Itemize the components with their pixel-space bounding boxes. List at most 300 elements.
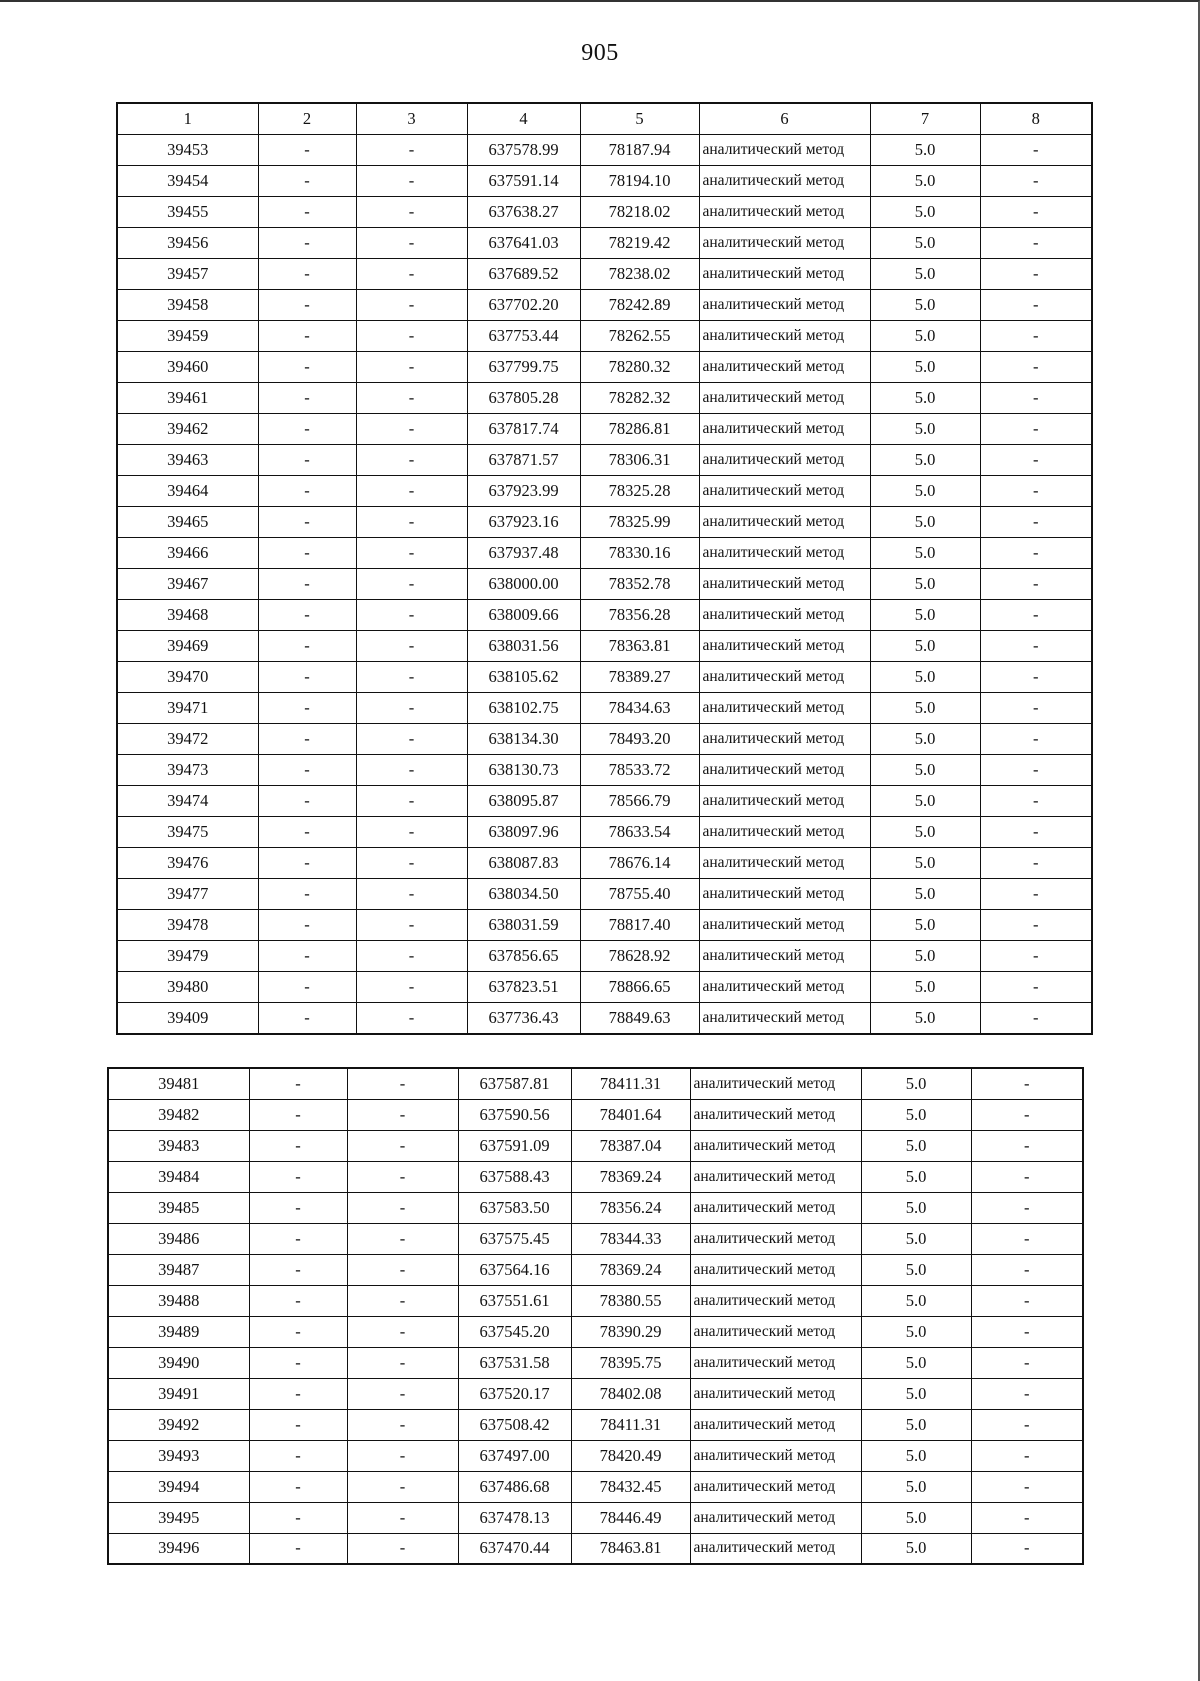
col8-cell: - [980, 848, 1092, 879]
col2-cell: - [258, 414, 356, 445]
x-coordinate-cell: 637923.16 [467, 507, 580, 538]
table-row [117, 600, 1092, 631]
col2-cell: - [249, 1316, 347, 1347]
method-cell: аналитический метод [699, 1003, 870, 1034]
y-coordinate-cell: 78306.31 [580, 445, 699, 476]
x-coordinate-cell: 637871.57 [467, 445, 580, 476]
method-cell: аналитический метод [699, 817, 870, 848]
col2-cell: - [258, 228, 356, 259]
col8-cell: - [980, 972, 1092, 1003]
table-row [108, 1192, 1083, 1223]
table-row [117, 476, 1092, 507]
col3-cell: - [356, 445, 467, 476]
x-coordinate-cell: 637805.28 [467, 383, 580, 414]
col2-cell: - [258, 166, 356, 197]
col3-cell: - [347, 1285, 458, 1316]
x-coordinate-cell: 637588.43 [458, 1161, 571, 1192]
col3-cell: - [347, 1502, 458, 1533]
accuracy-cell: 5.0 [870, 600, 980, 631]
col3-cell: - [356, 538, 467, 569]
col3-cell: - [356, 321, 467, 352]
col8-cell: - [971, 1254, 1083, 1285]
col3-cell: - [356, 631, 467, 662]
y-coordinate-cell: 78380.55 [571, 1285, 690, 1316]
x-coordinate-cell: 637508.42 [458, 1409, 571, 1440]
method-cell: аналитический метод [690, 1068, 861, 1099]
y-coordinate-cell: 78420.49 [571, 1440, 690, 1471]
method-cell: аналитический метод [690, 1347, 861, 1378]
x-coordinate-cell: 637689.52 [467, 259, 580, 290]
col3-cell: - [356, 1003, 467, 1034]
col8-cell: - [980, 569, 1092, 600]
point-id-cell: 39476 [117, 848, 258, 879]
table-row [117, 786, 1092, 817]
method-cell: аналитический метод [699, 538, 870, 569]
table-row [108, 1378, 1083, 1409]
accuracy-cell: 5.0 [870, 259, 980, 290]
x-coordinate-cell: 638097.96 [467, 817, 580, 848]
method-cell: аналитический метод [690, 1223, 861, 1254]
col8-cell: - [971, 1316, 1083, 1347]
table-header-row [117, 103, 1092, 135]
col3-cell: - [347, 1099, 458, 1130]
point-id-cell: 39474 [117, 786, 258, 817]
accuracy-cell: 5.0 [870, 476, 980, 507]
col3-cell: - [356, 848, 467, 879]
x-coordinate-cell: 637470.44 [458, 1533, 571, 1564]
accuracy-cell: 5.0 [870, 538, 980, 569]
accuracy-cell: 5.0 [870, 972, 980, 1003]
col2-cell: - [249, 1068, 347, 1099]
y-coordinate-cell: 78533.72 [580, 755, 699, 786]
y-coordinate-cell: 78286.81 [580, 414, 699, 445]
point-id-cell: 39464 [117, 476, 258, 507]
column-header: 2 [258, 103, 356, 135]
point-id-cell: 39465 [117, 507, 258, 538]
table-row [117, 569, 1092, 600]
y-coordinate-cell: 78325.99 [580, 507, 699, 538]
col3-cell: - [347, 1068, 458, 1099]
x-coordinate-cell: 638105.62 [467, 662, 580, 693]
method-cell: аналитический метод [690, 1192, 861, 1223]
coordinates-table-1 [116, 102, 1093, 1035]
col2-cell: - [258, 941, 356, 972]
accuracy-cell: 5.0 [870, 166, 980, 197]
y-coordinate-cell: 78389.27 [580, 662, 699, 693]
x-coordinate-cell: 637702.20 [467, 290, 580, 321]
y-coordinate-cell: 78849.63 [580, 1003, 699, 1034]
table-row [117, 755, 1092, 786]
point-id-cell: 39470 [117, 662, 258, 693]
col3-cell: - [347, 1409, 458, 1440]
col8-cell: - [971, 1285, 1083, 1316]
col3-cell: - [356, 817, 467, 848]
method-cell: аналитический метод [699, 600, 870, 631]
x-coordinate-cell: 638031.59 [467, 910, 580, 941]
y-coordinate-cell: 78187.94 [580, 135, 699, 166]
x-coordinate-cell: 637564.16 [458, 1254, 571, 1285]
table-row [117, 662, 1092, 693]
x-coordinate-cell: 638130.73 [467, 755, 580, 786]
x-coordinate-cell: 637531.58 [458, 1347, 571, 1378]
point-id-cell: 39455 [117, 197, 258, 228]
x-coordinate-cell: 638000.00 [467, 569, 580, 600]
method-cell: аналитический метод [699, 662, 870, 693]
y-coordinate-cell: 78463.81 [571, 1533, 690, 1564]
col2-cell: - [249, 1254, 347, 1285]
point-id-cell: 39475 [117, 817, 258, 848]
accuracy-cell: 5.0 [870, 724, 980, 755]
col8-cell: - [971, 1409, 1083, 1440]
table-row [117, 941, 1092, 972]
accuracy-cell: 5.0 [870, 569, 980, 600]
y-coordinate-cell: 78628.92 [580, 941, 699, 972]
col8-cell: - [971, 1192, 1083, 1223]
method-cell: аналитический метод [690, 1502, 861, 1533]
x-coordinate-cell: 637753.44 [467, 321, 580, 352]
point-id-cell: 39468 [117, 600, 258, 631]
col2-cell: - [258, 507, 356, 538]
accuracy-cell: 5.0 [861, 1440, 971, 1471]
col3-cell: - [356, 507, 467, 538]
table-row [117, 228, 1092, 259]
method-cell: аналитический метод [690, 1099, 861, 1130]
method-cell: аналитический метод [699, 848, 870, 879]
table-row [108, 1161, 1083, 1192]
method-cell: аналитический метод [699, 755, 870, 786]
accuracy-cell: 5.0 [861, 1347, 971, 1378]
col3-cell: - [356, 352, 467, 383]
col2-cell: - [249, 1471, 347, 1502]
method-cell: аналитический метод [699, 786, 870, 817]
point-id-cell: 39459 [117, 321, 258, 352]
y-coordinate-cell: 78676.14 [580, 848, 699, 879]
y-coordinate-cell: 78194.10 [580, 166, 699, 197]
x-coordinate-cell: 637520.17 [458, 1378, 571, 1409]
x-coordinate-cell: 638095.87 [467, 786, 580, 817]
col3-cell: - [356, 786, 467, 817]
col2-cell: - [258, 445, 356, 476]
col2-cell: - [249, 1223, 347, 1254]
accuracy-cell: 5.0 [870, 1003, 980, 1034]
col2-cell: - [249, 1440, 347, 1471]
accuracy-cell: 5.0 [870, 848, 980, 879]
col8-cell: - [980, 228, 1092, 259]
table-body [117, 135, 1092, 1034]
col8-cell: - [980, 941, 1092, 972]
col8-cell: - [971, 1068, 1083, 1099]
page-number: 905 [581, 40, 619, 66]
table-row [117, 197, 1092, 228]
col8-cell: - [971, 1099, 1083, 1130]
table-row [117, 848, 1092, 879]
accuracy-cell: 5.0 [861, 1285, 971, 1316]
point-id-cell: 39469 [117, 631, 258, 662]
accuracy-cell: 5.0 [870, 910, 980, 941]
col2-cell: - [249, 1130, 347, 1161]
point-id-cell: 39461 [117, 383, 258, 414]
accuracy-cell: 5.0 [861, 1378, 971, 1409]
point-id-cell: 39460 [117, 352, 258, 383]
point-id-cell: 39457 [117, 259, 258, 290]
col2-cell: - [258, 879, 356, 910]
point-id-cell: 39496 [108, 1533, 249, 1564]
x-coordinate-cell: 637923.99 [467, 476, 580, 507]
accuracy-cell: 5.0 [870, 693, 980, 724]
column-header: 1 [117, 103, 258, 135]
col8-cell: - [980, 1003, 1092, 1034]
point-id-cell: 39486 [108, 1223, 249, 1254]
point-id-cell: 39482 [108, 1099, 249, 1130]
col3-cell: - [356, 600, 467, 631]
method-cell: аналитический метод [699, 259, 870, 290]
col2-cell: - [258, 910, 356, 941]
col3-cell: - [356, 135, 467, 166]
accuracy-cell: 5.0 [870, 941, 980, 972]
y-coordinate-cell: 78866.65 [580, 972, 699, 1003]
col8-cell: - [980, 600, 1092, 631]
method-cell: аналитический метод [690, 1316, 861, 1347]
table-row [117, 724, 1092, 755]
method-cell: аналитический метод [690, 1285, 861, 1316]
x-coordinate-cell: 637587.81 [458, 1068, 571, 1099]
y-coordinate-cell: 78387.04 [571, 1130, 690, 1161]
table-row [117, 383, 1092, 414]
table-row [108, 1285, 1083, 1316]
col8-cell: - [980, 197, 1092, 228]
x-coordinate-cell: 637856.65 [467, 941, 580, 972]
y-coordinate-cell: 78330.16 [580, 538, 699, 569]
x-coordinate-cell: 637817.74 [467, 414, 580, 445]
col8-cell: - [971, 1533, 1083, 1564]
accuracy-cell: 5.0 [870, 786, 980, 817]
method-cell: аналитический метод [699, 507, 870, 538]
col3-cell: - [356, 383, 467, 414]
method-cell: аналитический метод [699, 197, 870, 228]
col3-cell: - [356, 910, 467, 941]
table-row [117, 414, 1092, 445]
col8-cell: - [971, 1440, 1083, 1471]
method-cell: аналитический метод [699, 879, 870, 910]
col3-cell: - [356, 259, 467, 290]
col8-cell: - [971, 1130, 1083, 1161]
x-coordinate-cell: 637591.09 [458, 1130, 571, 1161]
accuracy-cell: 5.0 [870, 879, 980, 910]
x-coordinate-cell: 637736.43 [467, 1003, 580, 1034]
accuracy-cell: 5.0 [861, 1130, 971, 1161]
x-coordinate-cell: 637591.14 [467, 166, 580, 197]
col2-cell: - [258, 786, 356, 817]
accuracy-cell: 5.0 [861, 1099, 971, 1130]
col3-cell: - [347, 1223, 458, 1254]
y-coordinate-cell: 78390.29 [571, 1316, 690, 1347]
y-coordinate-cell: 78352.78 [580, 569, 699, 600]
method-cell: аналитический метод [699, 941, 870, 972]
col3-cell: - [347, 1254, 458, 1285]
col2-cell: - [249, 1378, 347, 1409]
col8-cell: - [971, 1223, 1083, 1254]
x-coordinate-cell: 637575.45 [458, 1223, 571, 1254]
point-id-cell: 39490 [108, 1347, 249, 1378]
y-coordinate-cell: 78817.40 [580, 910, 699, 941]
point-id-cell: 39456 [117, 228, 258, 259]
x-coordinate-cell: 638134.30 [467, 724, 580, 755]
col2-cell: - [258, 600, 356, 631]
col3-cell: - [356, 879, 467, 910]
col3-cell: - [356, 693, 467, 724]
col2-cell: - [258, 197, 356, 228]
method-cell: аналитический метод [690, 1440, 861, 1471]
column-header: 8 [980, 103, 1092, 135]
x-coordinate-cell: 637478.13 [458, 1502, 571, 1533]
accuracy-cell: 5.0 [870, 135, 980, 166]
col8-cell: - [980, 817, 1092, 848]
x-coordinate-cell: 637937.48 [467, 538, 580, 569]
col2-cell: - [258, 972, 356, 1003]
col8-cell: - [980, 631, 1092, 662]
col2-cell: - [258, 569, 356, 600]
x-coordinate-cell: 637578.99 [467, 135, 580, 166]
table-row [108, 1533, 1083, 1564]
y-coordinate-cell: 78493.20 [580, 724, 699, 755]
point-id-cell: 39489 [108, 1316, 249, 1347]
point-id-cell: 39485 [108, 1192, 249, 1223]
accuracy-cell: 5.0 [870, 445, 980, 476]
x-coordinate-cell: 637551.61 [458, 1285, 571, 1316]
accuracy-cell: 5.0 [870, 755, 980, 786]
col8-cell: - [980, 135, 1092, 166]
col8-cell: - [980, 352, 1092, 383]
col2-cell: - [249, 1533, 347, 1564]
accuracy-cell: 5.0 [870, 290, 980, 321]
x-coordinate-cell: 637497.00 [458, 1440, 571, 1471]
accuracy-cell: 5.0 [870, 817, 980, 848]
method-cell: аналитический метод [699, 414, 870, 445]
y-coordinate-cell: 78369.24 [571, 1161, 690, 1192]
table-row [117, 321, 1092, 352]
table-row [117, 817, 1092, 848]
method-cell: аналитический метод [699, 569, 870, 600]
point-id-cell: 39473 [117, 755, 258, 786]
method-cell: аналитический метод [699, 476, 870, 507]
y-coordinate-cell: 78344.33 [571, 1223, 690, 1254]
col3-cell: - [347, 1316, 458, 1347]
col2-cell: - [249, 1409, 347, 1440]
table-row [108, 1409, 1083, 1440]
x-coordinate-cell: 637486.68 [458, 1471, 571, 1502]
x-coordinate-cell: 638087.83 [467, 848, 580, 879]
col3-cell: - [347, 1440, 458, 1471]
accuracy-cell: 5.0 [861, 1161, 971, 1192]
point-id-cell: 39453 [117, 135, 258, 166]
y-coordinate-cell: 78238.02 [580, 259, 699, 290]
col2-cell: - [258, 538, 356, 569]
col2-cell: - [249, 1285, 347, 1316]
table-row [117, 507, 1092, 538]
method-cell: аналитический метод [699, 693, 870, 724]
accuracy-cell: 5.0 [870, 228, 980, 259]
accuracy-cell: 5.0 [870, 662, 980, 693]
method-cell: аналитический метод [699, 290, 870, 321]
col2-cell: - [258, 662, 356, 693]
col2-cell: - [258, 321, 356, 352]
x-coordinate-cell: 637641.03 [467, 228, 580, 259]
accuracy-cell: 5.0 [870, 631, 980, 662]
method-cell: аналитический метод [699, 228, 870, 259]
col2-cell: - [258, 476, 356, 507]
table-row [108, 1068, 1083, 1099]
y-coordinate-cell: 78434.63 [580, 693, 699, 724]
point-id-cell: 39463 [117, 445, 258, 476]
table-row [108, 1223, 1083, 1254]
point-id-cell: 39479 [117, 941, 258, 972]
accuracy-cell: 5.0 [861, 1471, 971, 1502]
method-cell: аналитический метод [699, 631, 870, 662]
table-row [117, 290, 1092, 321]
point-id-cell: 39484 [108, 1161, 249, 1192]
column-header: 5 [580, 103, 699, 135]
col8-cell: - [980, 724, 1092, 755]
col3-cell: - [356, 197, 467, 228]
accuracy-cell: 5.0 [861, 1192, 971, 1223]
col3-cell: - [356, 941, 467, 972]
x-coordinate-cell: 637823.51 [467, 972, 580, 1003]
table-row [117, 135, 1092, 166]
col8-cell: - [980, 879, 1092, 910]
y-coordinate-cell: 78402.08 [571, 1378, 690, 1409]
method-cell: аналитический метод [690, 1409, 861, 1440]
accuracy-cell: 5.0 [870, 414, 980, 445]
table-row [117, 166, 1092, 197]
col2-cell: - [258, 631, 356, 662]
point-id-cell: 39409 [117, 1003, 258, 1034]
col3-cell: - [356, 476, 467, 507]
col8-cell: - [971, 1502, 1083, 1533]
col3-cell: - [347, 1471, 458, 1502]
y-coordinate-cell: 78432.45 [571, 1471, 690, 1502]
point-id-cell: 39454 [117, 166, 258, 197]
point-id-cell: 39462 [117, 414, 258, 445]
col8-cell: - [971, 1471, 1083, 1502]
col8-cell: - [971, 1161, 1083, 1192]
y-coordinate-cell: 78633.54 [580, 817, 699, 848]
x-coordinate-cell: 638102.75 [467, 693, 580, 724]
table-row [117, 352, 1092, 383]
accuracy-cell: 5.0 [870, 321, 980, 352]
accuracy-cell: 5.0 [861, 1409, 971, 1440]
y-coordinate-cell: 78356.28 [580, 600, 699, 631]
table-row [108, 1440, 1083, 1471]
col2-cell: - [258, 848, 356, 879]
method-cell: аналитический метод [690, 1471, 861, 1502]
point-id-cell: 39472 [117, 724, 258, 755]
accuracy-cell: 5.0 [861, 1068, 971, 1099]
point-id-cell: 39491 [108, 1378, 249, 1409]
col8-cell: - [971, 1378, 1083, 1409]
y-coordinate-cell: 78325.28 [580, 476, 699, 507]
point-id-cell: 39494 [108, 1471, 249, 1502]
col8-cell: - [980, 290, 1092, 321]
x-coordinate-cell: 637545.20 [458, 1316, 571, 1347]
accuracy-cell: 5.0 [861, 1254, 971, 1285]
y-coordinate-cell: 78755.40 [580, 879, 699, 910]
method-cell: аналитический метод [699, 383, 870, 414]
col8-cell: - [980, 321, 1092, 352]
x-coordinate-cell: 638034.50 [467, 879, 580, 910]
point-id-cell: 39477 [117, 879, 258, 910]
method-cell: аналитический метод [699, 166, 870, 197]
table-row [117, 538, 1092, 569]
